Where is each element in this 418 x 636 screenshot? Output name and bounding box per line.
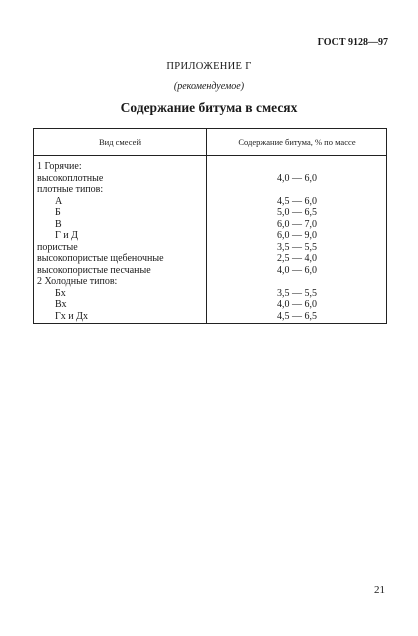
mix-type-cell: А: [55, 195, 63, 207]
table-row: [34, 173, 386, 185]
bitumen-content-cell: 3,5 — 5,5: [277, 287, 317, 299]
mix-type-cell: 1 Горячие:: [37, 161, 82, 172]
table-row: [34, 230, 386, 242]
mix-type-cell: 2 Холодные типов:: [37, 276, 118, 287]
table-row: [34, 311, 386, 323]
mix-type-cell: высокоплотные: [37, 172, 104, 184]
appendix-title: ПРИЛОЖЕНИЕ Г: [166, 61, 252, 72]
table-row: [34, 276, 386, 288]
bitumen-content-cell: 4,0 — 6,0: [277, 264, 317, 276]
bitumen-content-cell: 4,5 — 6,5: [277, 310, 317, 322]
header-divider: [34, 155, 386, 156]
column-header-bitumen-content: Содержание битума, % по массе: [238, 137, 356, 147]
bitumen-content-cell: 3,5 — 5,5: [277, 241, 317, 253]
bitumen-content-cell: 4,5 — 6,0: [277, 195, 317, 207]
column-header-mix-type: Вид смесей: [98, 137, 141, 147]
table-row: [34, 299, 386, 311]
bitumen-content-cell: 5,0 — 6,5: [277, 207, 317, 218]
bitumen-content-cell: 4,0 — 6,0: [277, 299, 317, 310]
table-row: [34, 184, 386, 196]
mix-type-cell: высокопористые песчаные: [37, 264, 151, 276]
mix-type-cell: пористые: [37, 241, 78, 253]
mix-type-cell: Гх и Дх: [55, 310, 88, 322]
bitumen-content-cell: 6,0 — 7,0: [277, 218, 317, 230]
bitumen-content-cell: 2,5 — 4,0: [277, 253, 317, 264]
table-row: [34, 196, 386, 208]
table-row: [34, 253, 386, 265]
table-row: [34, 161, 386, 173]
bitumen-content-cell: 6,0 — 9,0: [277, 230, 317, 241]
bitumen-content-cell: 4,0 — 6,0: [277, 172, 317, 184]
table-row: [34, 288, 386, 300]
mix-type-cell: Б: [55, 207, 61, 218]
table-row: [34, 207, 386, 219]
mix-type-cell: Вх: [55, 299, 67, 310]
bitumen-content-table: [33, 128, 387, 324]
mix-type-cell: Г и Д: [55, 230, 78, 241]
table-row: [34, 219, 386, 231]
table-title: Содержание битума в смесях: [120, 100, 298, 115]
mix-type-cell: Бх: [55, 287, 66, 299]
appendix-note: (рекомендуемое): [173, 81, 245, 92]
table-row: [34, 265, 386, 277]
mix-type-cell: плотные типов:: [37, 184, 104, 195]
document-code: ГОСТ 9128—97: [317, 37, 388, 48]
mix-type-cell: высокопористые щебеночные: [37, 253, 164, 264]
mix-type-cell: В: [55, 218, 62, 230]
page-number: 21: [374, 584, 385, 596]
table-row: [34, 242, 386, 254]
